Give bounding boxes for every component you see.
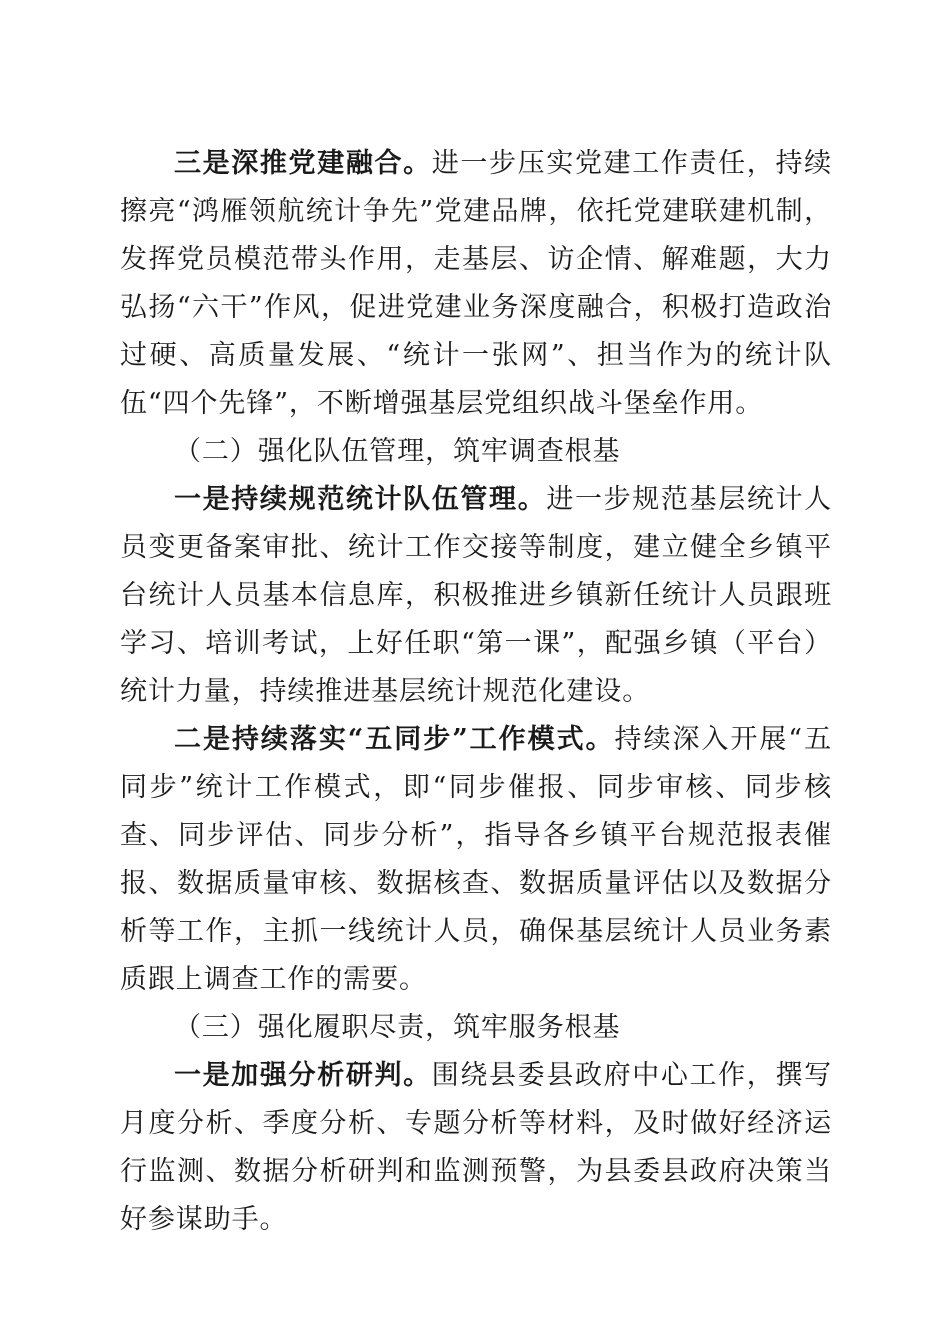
paragraph-five-sync-model — [120, 716, 832, 1004]
paragraph-lead: 二是持续落实“五同步”工作模式。 — [174, 724, 615, 755]
paragraph-text: 进一步压实党建工作责任，持续擦亮“鸿雁领航统计争先”党建品牌，依托党建联建机制，发挥党员模范带头作用，走基层、访企情、解难题，大力弘扬“六干”作风，促进党建业务深度融合，积极打造政治过硬、高质量发展、“统计一张网”、担当作为的统计队伍“四个先锋”，不断增强基层党组织战斗堡垒作用。 — [120, 148, 832, 419]
paragraph-team-standardization — [120, 476, 832, 716]
paragraph-analysis-research — [120, 1052, 832, 1244]
paragraph-text: 围绕县委县政府中心工作，撰写月度分析、季度分析、专题分析等材料，及时做好经济运行监测、数据分析研判和监测预警，为县委县政府决策当好参谋助手。 — [120, 1060, 832, 1235]
paragraph-party-building — [120, 140, 832, 428]
paragraph-lead: 一是持续规范统计队伍管理。 — [174, 484, 547, 515]
paragraph-lead: 一是加强分析研判。 — [174, 1060, 432, 1091]
paragraph-lead: 三是深推党建融合。 — [174, 148, 432, 179]
paragraph-text: 持续深入开展“五同步”统计工作模式，即“同步催报、同步审核、同步核查、同步评估、同步分析”，指导各乡镇平台规范报表催报、数据质量审核、数据核查、数据质量评估以及数据分析等工作，主抓一线统计人员，确保基层统计人员业务素质跟上调查工作的需要。 — [120, 724, 832, 995]
section-heading-team-management: （二）强化队伍管理，筑牢调查根基 — [174, 436, 621, 467]
section-heading-duty-performance: （三）强化履职尽责，筑牢服务根基 — [174, 1012, 621, 1043]
document-page — [120, 140, 832, 1244]
paragraph-text: 进一步规范基层统计人员变更备案审批、统计工作交接等制度，建立健全乡镇平台统计人员基本信息库，积极推进乡镇新任统计人员跟班学习、培训考试，上好任职“第一课”，配强乡镇（平台）统计力量，持续推进基层统计规范化建设。 — [120, 484, 833, 707]
